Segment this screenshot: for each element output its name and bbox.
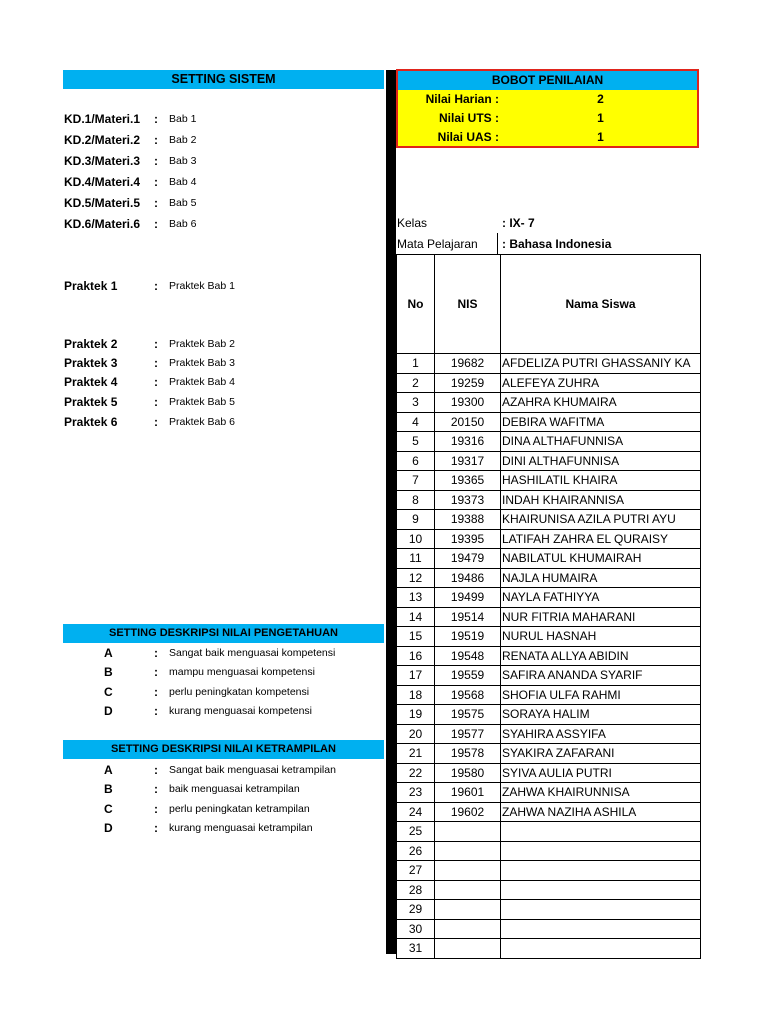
grade-description[interactable]: baik menguasai ketrampilan bbox=[169, 783, 300, 796]
row-number: 13 bbox=[397, 588, 435, 608]
table-row bbox=[397, 666, 701, 686]
nama-siswa-cell[interactable]: KHAIRUNISA AZILA PUTRI AYU bbox=[501, 510, 701, 530]
table-row bbox=[397, 432, 701, 452]
row-number: 29 bbox=[397, 900, 435, 920]
grade-letter: A bbox=[104, 646, 113, 660]
row-number: 9 bbox=[397, 510, 435, 530]
row-number: 14 bbox=[397, 607, 435, 627]
colon: : bbox=[154, 415, 158, 429]
table-row bbox=[397, 568, 701, 588]
table-row bbox=[397, 510, 701, 530]
nama-siswa-cell[interactable] bbox=[501, 900, 701, 920]
colon: : bbox=[154, 703, 158, 718]
student-table bbox=[396, 254, 701, 959]
nis-cell[interactable]: 19559 bbox=[435, 666, 501, 686]
bobot-row-uas bbox=[398, 128, 697, 147]
table-row bbox=[397, 627, 701, 647]
row-number: 5 bbox=[397, 432, 435, 452]
kd-value[interactable]: Bab 3 bbox=[169, 155, 197, 167]
grade-description[interactable]: perlu peningkatan ketrampilan bbox=[169, 802, 310, 815]
colon: : bbox=[154, 112, 158, 126]
nis-cell[interactable] bbox=[435, 841, 501, 861]
table-row bbox=[397, 744, 701, 764]
grade-description[interactable]: mampu menguasai kompetensi bbox=[169, 666, 315, 679]
praktek-value[interactable]: Praktek Bab 2 bbox=[169, 338, 235, 350]
nis-cell[interactable]: 19373 bbox=[435, 490, 501, 510]
colon: : bbox=[154, 395, 158, 409]
kd-value[interactable]: Bab 2 bbox=[169, 134, 197, 146]
colon: : bbox=[154, 665, 158, 680]
nis-cell[interactable] bbox=[435, 939, 501, 959]
nama-siswa-cell[interactable]: RENATA ALLYA ABIDIN bbox=[501, 646, 701, 666]
nis-cell[interactable] bbox=[435, 919, 501, 939]
praktek-label: Praktek 4 bbox=[64, 375, 118, 389]
column-header-nama: Nama Siswa bbox=[501, 255, 701, 354]
grade-letter: B bbox=[104, 782, 113, 797]
praktek-label: Praktek 3 bbox=[64, 356, 118, 370]
nis-cell[interactable]: 19316 bbox=[435, 432, 501, 452]
bobot-label: Nilai UTS : bbox=[438, 111, 499, 125]
table-row bbox=[397, 841, 701, 861]
praktek-value[interactable]: Praktek Bab 4 bbox=[169, 376, 235, 388]
row-number: 10 bbox=[397, 529, 435, 549]
kd-label: KD.4/Materi.4 bbox=[64, 175, 141, 189]
kd-value[interactable]: Bab 1 bbox=[169, 113, 197, 125]
nis-cell[interactable]: 20150 bbox=[435, 412, 501, 432]
nis-cell[interactable]: 19575 bbox=[435, 705, 501, 725]
mata-pelajaran-label: Mata Pelajaran bbox=[397, 237, 478, 251]
nis-cell[interactable]: 19548 bbox=[435, 646, 501, 666]
nis-cell[interactable] bbox=[435, 861, 501, 881]
table-row bbox=[397, 705, 701, 725]
praktek-label: Praktek 6 bbox=[64, 415, 118, 429]
row-number: 31 bbox=[397, 939, 435, 959]
row-number: 20 bbox=[397, 724, 435, 744]
nis-cell[interactable]: 19317 bbox=[435, 451, 501, 471]
nama-siswa-cell[interactable]: ZAHWA KHAIRUNNISA bbox=[501, 783, 701, 803]
colon: : bbox=[154, 196, 158, 210]
table-row bbox=[397, 588, 701, 608]
colon: : bbox=[154, 375, 158, 389]
table-row bbox=[397, 861, 701, 881]
praktek-label: Praktek 1 bbox=[64, 279, 118, 293]
nama-siswa-cell[interactable]: DINI ALTHAFUNNISA bbox=[501, 451, 701, 471]
colon: : bbox=[154, 337, 158, 351]
nama-siswa-cell[interactable]: SHOFIA ULFA RAHMI bbox=[501, 685, 701, 705]
kd-value[interactable]: Bab 4 bbox=[169, 176, 197, 188]
nama-siswa-cell[interactable]: DINA ALTHAFUNNISA bbox=[501, 432, 701, 452]
table-row bbox=[397, 685, 701, 705]
grade-description[interactable]: Sangat baik menguasai kompetensi bbox=[169, 647, 336, 659]
nama-siswa-cell[interactable]: NAJLA HUMAIRA bbox=[501, 568, 701, 588]
nama-siswa-cell[interactable]: SORAYA HALIM bbox=[501, 705, 701, 725]
colon: : bbox=[154, 782, 158, 797]
bobot-value[interactable]: 2 bbox=[597, 92, 604, 106]
bobot-penilaian-header: BOBOT PENILAIAN bbox=[398, 71, 697, 90]
nama-siswa-cell[interactable]: NURUL HASNAH bbox=[501, 627, 701, 647]
nama-siswa-cell[interactable]: SAFIRA ANANDA SYARIF bbox=[501, 666, 701, 686]
table-row bbox=[397, 412, 701, 432]
table-row bbox=[397, 802, 701, 822]
colon: : bbox=[154, 154, 158, 168]
kd-label: KD.3/Materi.3 bbox=[64, 154, 141, 168]
bobot-value[interactable]: 1 bbox=[597, 130, 604, 144]
nis-cell[interactable]: 19682 bbox=[435, 354, 501, 374]
row-number: 25 bbox=[397, 822, 435, 842]
table-row bbox=[397, 900, 701, 920]
nis-cell[interactable] bbox=[435, 900, 501, 920]
row-number: 2 bbox=[397, 373, 435, 393]
nama-siswa-cell[interactable]: LATIFAH ZAHRA EL QURAISY bbox=[501, 529, 701, 549]
nama-siswa-cell[interactable] bbox=[501, 880, 701, 900]
nis-cell[interactable]: 19519 bbox=[435, 627, 501, 647]
nama-siswa-cell[interactable]: NABILATUL KHUMAIRAH bbox=[501, 549, 701, 569]
row-number: 6 bbox=[397, 451, 435, 471]
nis-cell[interactable]: 19577 bbox=[435, 724, 501, 744]
praktek-label: Praktek 2 bbox=[64, 337, 118, 351]
nis-cell[interactable]: 19479 bbox=[435, 549, 501, 569]
nis-cell[interactable]: 19300 bbox=[435, 393, 501, 413]
praktek-value[interactable]: Praktek Bab 5 bbox=[169, 396, 235, 408]
row-number: 12 bbox=[397, 568, 435, 588]
nis-cell[interactable]: 19580 bbox=[435, 763, 501, 783]
row-number: 18 bbox=[397, 685, 435, 705]
nis-cell[interactable]: 19568 bbox=[435, 685, 501, 705]
nis-cell[interactable]: 19388 bbox=[435, 510, 501, 530]
praktek-value[interactable]: Praktek Bab 6 bbox=[169, 416, 235, 428]
row-number: 4 bbox=[397, 412, 435, 432]
praktek-value[interactable]: Praktek Bab 3 bbox=[169, 357, 235, 369]
nama-siswa-cell[interactable] bbox=[501, 841, 701, 861]
table-header-row bbox=[397, 255, 701, 354]
bobot-row-uts bbox=[398, 109, 697, 128]
nama-siswa-cell[interactable]: AFDELIZA PUTRI GHASSANIY KA bbox=[501, 354, 701, 374]
colon: : bbox=[154, 684, 158, 699]
grade-letter: C bbox=[104, 684, 113, 699]
table-row bbox=[397, 724, 701, 744]
row-number: 23 bbox=[397, 783, 435, 803]
column-header-no: No bbox=[397, 255, 435, 354]
nis-cell[interactable]: 19365 bbox=[435, 471, 501, 491]
kd-value[interactable]: Bab 5 bbox=[169, 197, 197, 209]
colon: : bbox=[154, 820, 158, 835]
row-number: 26 bbox=[397, 841, 435, 861]
row-number: 8 bbox=[397, 490, 435, 510]
row-number: 27 bbox=[397, 861, 435, 881]
table-row bbox=[397, 939, 701, 959]
kelas-value[interactable]: : IX- 7 bbox=[502, 216, 535, 230]
grade-description[interactable]: Sangat baik menguasai ketrampilan bbox=[169, 764, 336, 776]
grade-letter: B bbox=[104, 665, 113, 680]
nis-cell[interactable]: 19486 bbox=[435, 568, 501, 588]
nis-cell[interactable]: 19395 bbox=[435, 529, 501, 549]
nama-siswa-cell[interactable] bbox=[501, 822, 701, 842]
nama-siswa-cell[interactable]: INDAH KHAIRANNISA bbox=[501, 490, 701, 510]
row-number: 28 bbox=[397, 880, 435, 900]
row-number: 17 bbox=[397, 666, 435, 686]
table-row bbox=[397, 880, 701, 900]
row-number: 19 bbox=[397, 705, 435, 725]
table-row bbox=[397, 607, 701, 627]
nis-cell[interactable]: 19259 bbox=[435, 373, 501, 393]
bobot-row-harian bbox=[398, 90, 697, 109]
table-row bbox=[397, 373, 701, 393]
setting-sistem-header: SETTING SISTEM bbox=[63, 70, 384, 89]
table-row bbox=[397, 549, 701, 569]
nis-cell[interactable]: 19602 bbox=[435, 802, 501, 822]
kd-label: KD.2/Materi.2 bbox=[64, 133, 141, 147]
bobot-label: Nilai Harian : bbox=[425, 92, 499, 106]
grade-letter: D bbox=[104, 820, 113, 835]
nama-siswa-cell[interactable]: AZAHRA KHUMAIRA bbox=[501, 393, 701, 413]
nama-siswa-cell[interactable]: ZAHWA NAZIHA ASHILA bbox=[501, 802, 701, 822]
column-divider bbox=[386, 70, 396, 954]
table-row bbox=[397, 393, 701, 413]
nis-cell[interactable] bbox=[435, 822, 501, 842]
row-number: 16 bbox=[397, 646, 435, 666]
row-number: 22 bbox=[397, 763, 435, 783]
colon: : bbox=[154, 133, 158, 147]
row-number: 7 bbox=[397, 471, 435, 491]
column-header-nis: NIS bbox=[435, 255, 501, 354]
row-number: 1 bbox=[397, 354, 435, 374]
grade-description[interactable]: kurang menguasai kompetensi bbox=[169, 704, 313, 717]
bobot-label: Nilai UAS : bbox=[437, 130, 499, 144]
nama-siswa-cell[interactable] bbox=[501, 919, 701, 939]
praktek-value[interactable]: Praktek Bab 1 bbox=[169, 280, 235, 292]
nama-siswa-cell[interactable]: ALEFEYA ZUHRA bbox=[501, 373, 701, 393]
deskripsi-pengetahuan-header: SETTING DESKRIPSI NILAI PENGETAHUAN bbox=[63, 624, 384, 643]
table-row bbox=[397, 822, 701, 842]
table-row bbox=[397, 490, 701, 510]
kd-label: KD.1/Materi.1 bbox=[64, 112, 141, 126]
nama-siswa-cell[interactable]: DEBIRA WAFITMA bbox=[501, 412, 701, 432]
colon: : bbox=[154, 217, 158, 231]
nis-cell[interactable]: 19601 bbox=[435, 783, 501, 803]
table-row bbox=[397, 471, 701, 491]
grade-description[interactable]: perlu peningkatan kompetensi bbox=[169, 685, 310, 698]
bobot-penilaian-values bbox=[398, 90, 697, 146]
row-number: 3 bbox=[397, 393, 435, 413]
nama-siswa-cell[interactable]: SYAHIRA ASSYIFA bbox=[501, 724, 701, 744]
praktek-label: Praktek 5 bbox=[64, 395, 118, 409]
table-row bbox=[397, 529, 701, 549]
nama-siswa-cell[interactable]: SYIVA AULIA PUTRI bbox=[501, 763, 701, 783]
info-divider bbox=[497, 233, 498, 254]
colon: : bbox=[154, 646, 158, 660]
nama-siswa-cell[interactable]: HASHILATIL KHAIRA bbox=[501, 471, 701, 491]
grade-letter: A bbox=[104, 763, 113, 777]
nama-siswa-cell[interactable]: SYAKIRA ZAFARANI bbox=[501, 744, 701, 764]
row-number: 11 bbox=[397, 549, 435, 569]
nama-siswa-cell[interactable] bbox=[501, 939, 701, 959]
colon: : bbox=[154, 801, 158, 816]
nis-cell[interactable] bbox=[435, 880, 501, 900]
bobot-value[interactable]: 1 bbox=[597, 111, 604, 125]
row-number: 30 bbox=[397, 919, 435, 939]
nis-cell[interactable]: 19499 bbox=[435, 588, 501, 608]
table-row bbox=[397, 783, 701, 803]
nama-siswa-cell[interactable]: NUR FITRIA MAHARANI bbox=[501, 607, 701, 627]
deskripsi-ketrampilan-header: SETTING DESKRIPSI NILAI KETRAMPILAN bbox=[63, 740, 384, 759]
kd-label: KD.6/Materi.6 bbox=[64, 217, 141, 231]
table-row bbox=[397, 763, 701, 783]
colon: : bbox=[154, 356, 158, 370]
grade-letter: C bbox=[104, 801, 113, 816]
nama-siswa-cell[interactable] bbox=[501, 861, 701, 881]
grade-letter: D bbox=[104, 703, 113, 718]
row-number: 15 bbox=[397, 627, 435, 647]
table-row bbox=[397, 919, 701, 939]
bobot-penilaian-box bbox=[396, 69, 699, 148]
table-row bbox=[397, 451, 701, 471]
kelas-label: Kelas bbox=[397, 216, 428, 230]
nis-cell[interactable]: 19514 bbox=[435, 607, 501, 627]
kd-value[interactable]: Bab 6 bbox=[169, 218, 197, 230]
table-row bbox=[397, 354, 701, 374]
nis-cell[interactable]: 19578 bbox=[435, 744, 501, 764]
grade-description[interactable]: kurang menguasai ketrampilan bbox=[169, 821, 313, 834]
colon: : bbox=[154, 763, 158, 777]
colon: : bbox=[154, 175, 158, 189]
row-number: 24 bbox=[397, 802, 435, 822]
nama-siswa-cell[interactable]: NAYLA FATHIYYA bbox=[501, 588, 701, 608]
colon: : bbox=[154, 279, 158, 293]
mata-pelajaran-value[interactable]: : Bahasa Indonesia bbox=[502, 237, 612, 251]
kd-label: KD.5/Materi.5 bbox=[64, 196, 141, 210]
table-row bbox=[397, 646, 701, 666]
row-number: 21 bbox=[397, 744, 435, 764]
